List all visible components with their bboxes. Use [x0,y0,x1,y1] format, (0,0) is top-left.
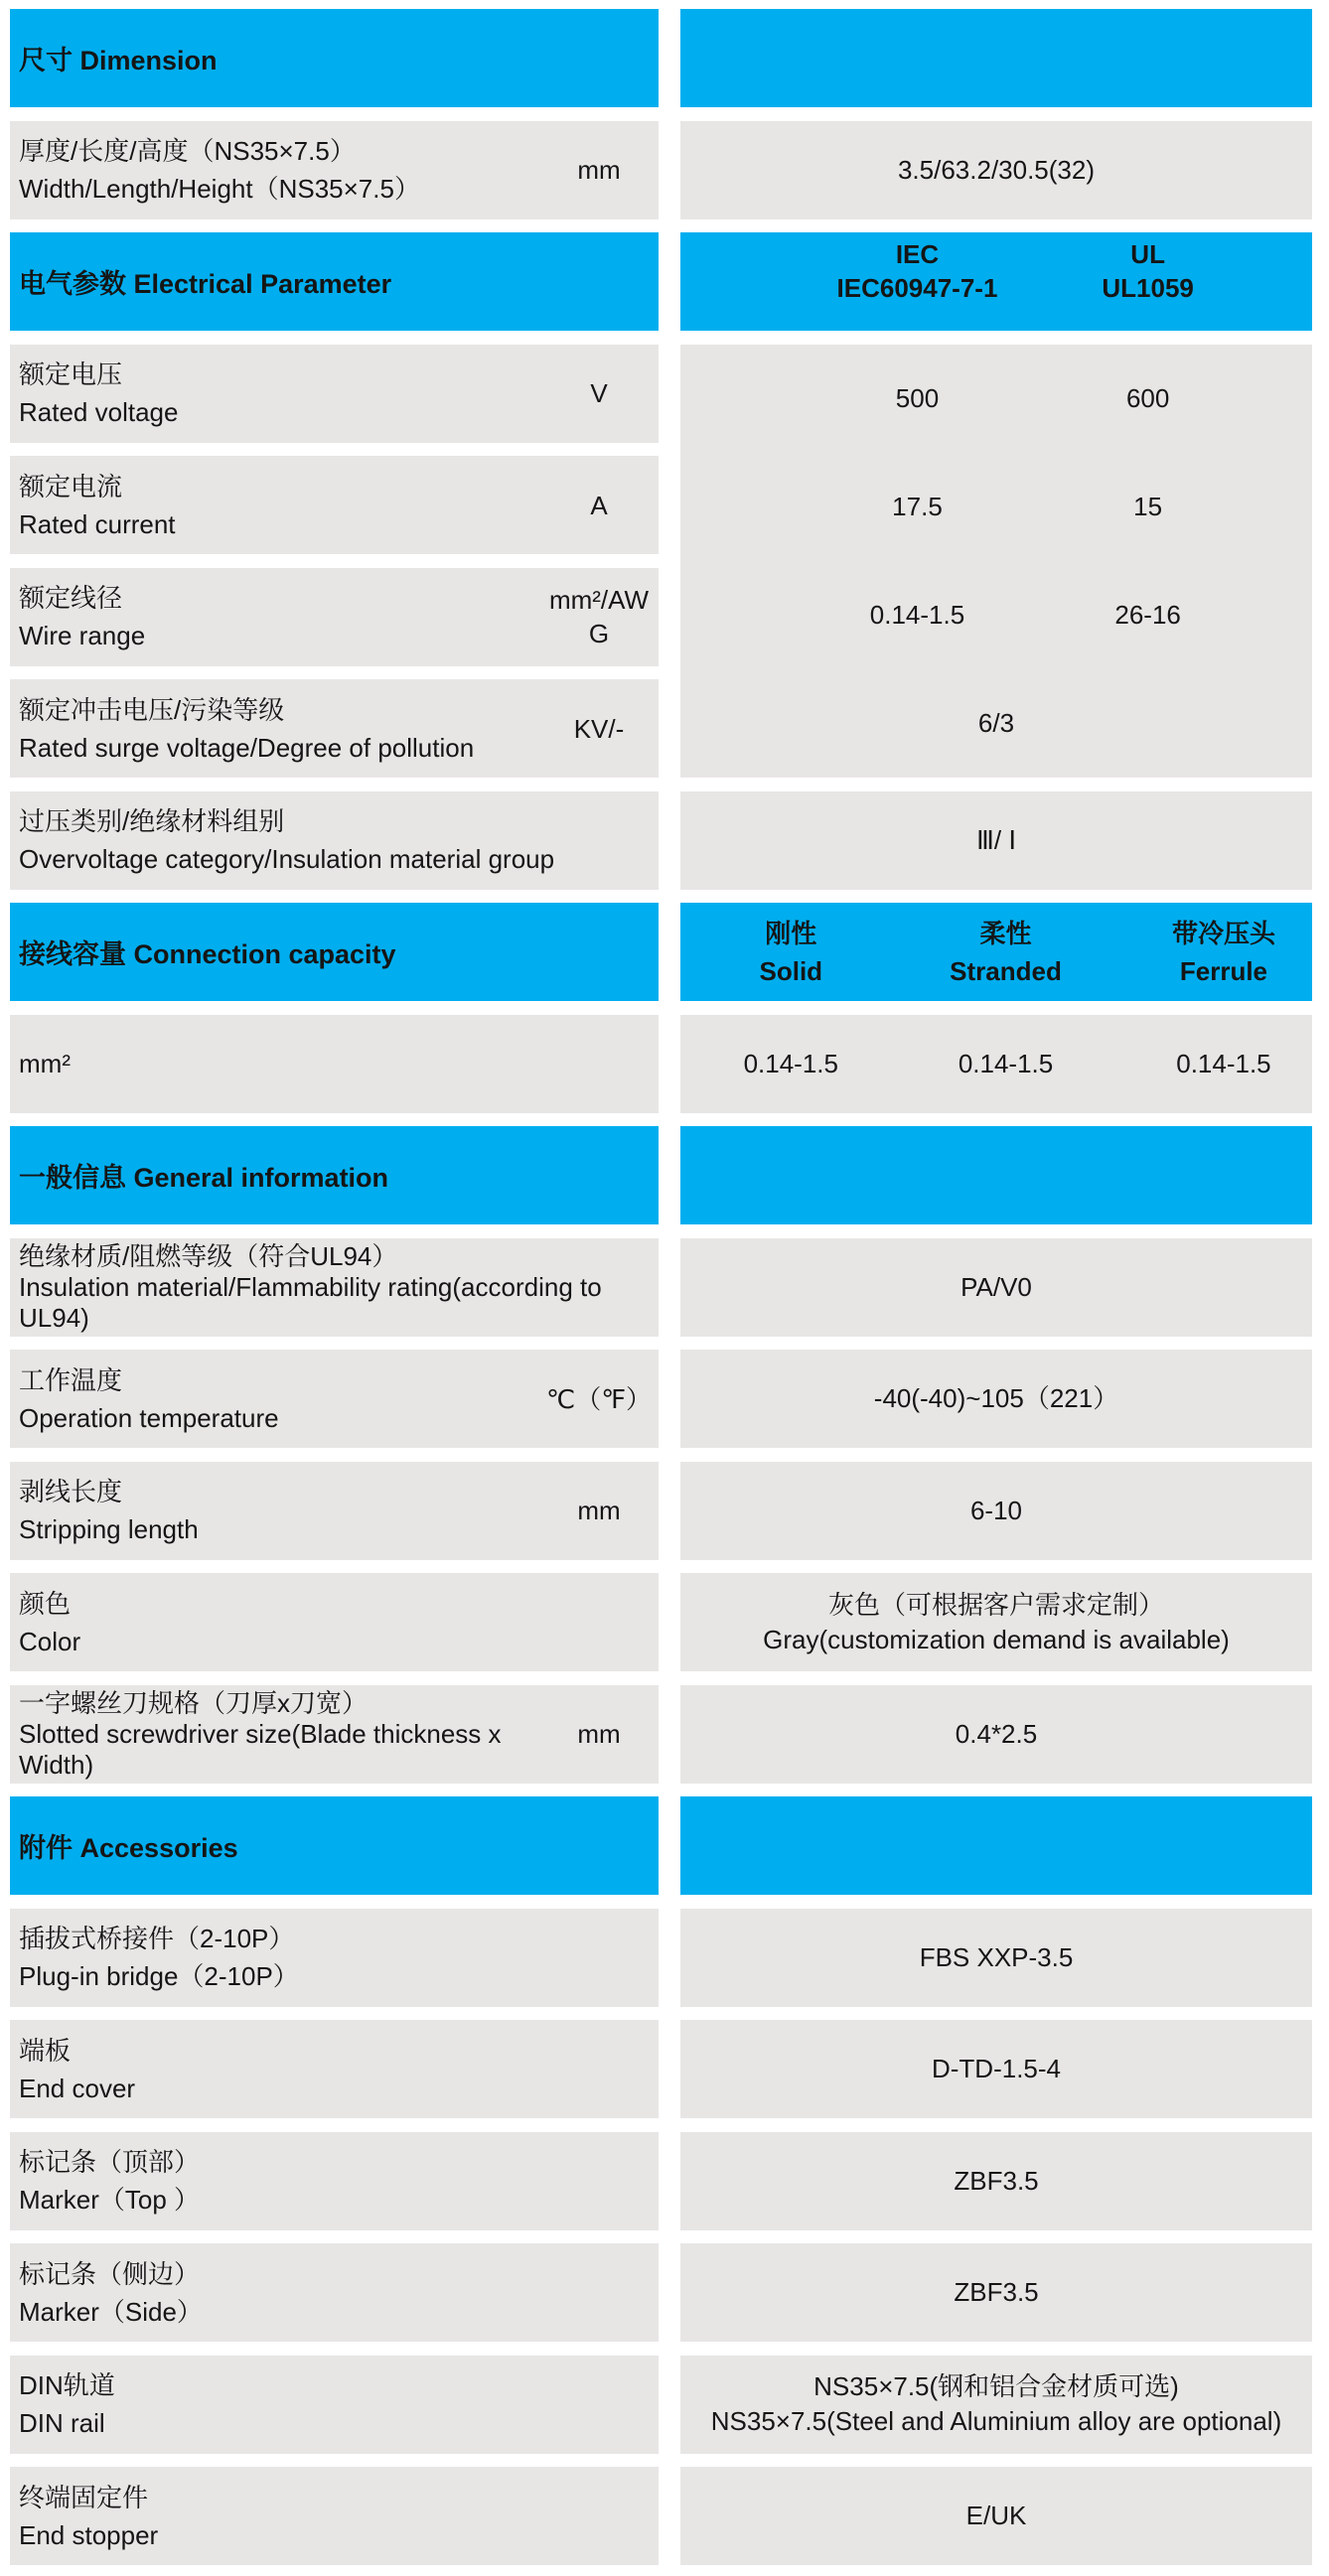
row-end-cover-label-cell [10,2020,659,2118]
row-din-rail-label-en: DIN rail [19,2408,105,2438]
connection-column-stranded [911,903,1101,1001]
row-wire-range-label-zh: 额定线径 [19,583,123,613]
row-marker-top-label [10,2132,659,2230]
row-color-label-en: Color [19,1626,81,1656]
section-header-general [10,1126,659,1224]
row-din-rail-value [680,2356,1312,2454]
row-stripping-value: 6-10 [680,1462,1312,1560]
capacity-value-solid: 0.14-1.5 [743,1048,838,1078]
standard-column-iec [788,232,1047,331]
section-header-general-right [680,1126,1312,1224]
section-title-accessories: 附件 Accessories [19,1833,238,1863]
row-din-rail-value-zh: NS35×7.5(钢和铝合金材质可选) [813,2371,1179,2401]
row-temperature-label-cell [10,1350,659,1448]
row-insulation-label [10,1238,659,1337]
row-bridge-label-cell [10,1909,659,2007]
row-wire-range-label [10,568,539,666]
row-end-cover-label-zh: 端板 [19,2035,72,2066]
connection-column-ferrule-en: Ferrule [1179,955,1268,986]
standard-iec-name: IEC [895,238,940,269]
row-capacity-label-mm2: mm² [19,1049,71,1078]
row-insulation-label-zh: 绝缘材质/阻燃等级（符合UL94） [19,1240,398,1271]
row-size-label [10,121,539,219]
row-bridge-label-en: Plug-in bridge（2-10P） [19,1961,299,1991]
row-din-rail-value-en: NS35×7.5(Steel and Aluminium alloy are optional) [710,2406,1282,2436]
row-overvoltage-label-en: Overvoltage category/Insulation material group [19,844,555,874]
row-color-label-cell [10,1573,659,1671]
row-rated-voltage-unit: V [590,378,608,408]
row-surge-label [10,679,539,778]
row-size-label-zh: 厚度/长度/高度（NS35×7.5） [19,136,356,166]
row-surge-unit: KV/- [573,713,625,744]
section-title-electrical: 电气参数 Electrical Parameter [19,269,392,299]
row-surge-label-en: Rated surge voltage/Degree of pollution [19,732,475,763]
section-header-connection [10,903,659,1001]
row-color-value [680,1573,1312,1671]
rated-voltage-values [680,345,1312,453]
capacity-value-ferrule: 0.14-1.5 [1176,1048,1271,1078]
row-screwdriver-unit: mm [577,1719,621,1749]
standard-column-ul [1047,232,1250,331]
section-title-dimension: 尺寸 Dimension [19,46,218,75]
row-stripping-label [10,1462,539,1560]
connection-column-ferrule [1129,903,1319,1001]
row-insulation-value: PA/V0 [680,1238,1312,1337]
row-rated-voltage-label-cell [10,345,659,443]
row-bridge-label-zh: 插拔式桥接件（2-10P） [19,1924,295,1953]
row-screwdriver-label-en: Slotted screwdriver size(Blade thickness x Width) [19,1718,502,1780]
row-insulation-label-cell [10,1238,659,1337]
row-stripping-label-cell [10,1462,659,1560]
section-header-connection-columns [680,903,1312,1001]
row-insulation-label-en: Insulation material/Flammability rating(according to UL94) [19,1271,602,1333]
row-color-value-zh: 灰色（可根据客户需求定制） [827,1589,1164,1620]
row-end-cover-label-en: End cover [19,2073,136,2103]
standard-ul-name: UL [1130,238,1165,269]
row-din-rail-label-zh: DIN轨道 [19,2370,115,2400]
row-temperature-unit: ℃（℉） [546,1383,652,1414]
row-marker-top-label-zh: 标记条（顶部） [19,2147,201,2177]
rated-current-iec: 17.5 [892,491,943,521]
row-marker-side-label-en: Marker（Side） [19,2296,203,2327]
row-screwdriver-label [10,1685,539,1784]
connection-column-solid [696,903,886,1001]
row-rated-current-label-en: Rated current [19,508,176,539]
row-rated-current-label-zh: 额定电流 [19,471,123,501]
connection-column-solid-zh: 刚性 [765,918,817,948]
row-size-unit: mm [577,155,621,185]
row-temperature-label [10,1350,539,1448]
row-screwdriver-label-cell [10,1685,659,1784]
row-size-label-cell [10,121,659,219]
row-rated-voltage-label [10,345,539,443]
wire-range-values [680,561,1312,669]
row-wire-range-unit: mm²/AWG [548,585,650,648]
row-marker-top-label-cell [10,2132,659,2230]
row-wire-range-label-en: Wire range [19,621,146,650]
section-header-dimension-right [680,9,1312,107]
row-end-stopper-label-en: End stopper [19,2519,159,2550]
row-stripping-label-en: Stripping length [19,1514,199,1544]
row-overvoltage-label-zh: 过压类别/绝缘材料组别 [19,806,285,836]
row-temperature-label-en: Operation temperature [19,1402,279,1433]
row-surge-label-cell [10,679,659,778]
rated-current-ul: 15 [1133,491,1163,521]
row-rated-current-label-cell [10,456,659,554]
row-end-cover-label [10,2020,659,2118]
wire-range-ul: 26-16 [1114,599,1181,630]
row-end-stopper-label [10,2467,659,2565]
connection-column-ferrule-zh: 带冷压头 [1171,918,1275,948]
section-header-dimension [10,9,659,107]
connection-column-stranded-en: Stranded [950,955,1062,986]
row-temperature-label-zh: 工作温度 [19,1364,123,1395]
row-wire-range-label-cell [10,568,659,666]
row-din-rail-label-cell [10,2356,659,2454]
spec-table [10,9,1312,2565]
row-end-stopper-label-cell [10,2467,659,2565]
capacity-value-stranded: 0.14-1.5 [958,1048,1054,1078]
row-end-stopper-value: E/UK [680,2467,1312,2565]
row-capacity-label [10,1015,659,1113]
row-marker-side-label-zh: 标记条（侧边） [19,2258,201,2289]
section-title-connection: 接线容量 Connection capacity [19,939,396,969]
electrical-values-block [680,345,1312,779]
section-title-general: 一般信息 General information [19,1163,389,1193]
connection-column-stranded-zh: 柔性 [979,918,1032,948]
standard-iec-number: IEC60947-7-1 [836,272,998,303]
row-rated-current-label [10,456,539,554]
row-stripping-label-zh: 剥线长度 [19,1477,123,1506]
rated-voltage-ul: 600 [1125,382,1170,413]
row-surge-label-zh: 额定冲击电压/污染等级 [19,694,285,725]
section-header-accessories-right [680,1796,1312,1895]
row-temperature-value: -40(-40)~105（221） [680,1350,1312,1448]
row-bridge-value: FBS XXP-3.5 [680,1909,1312,2007]
standard-ul-number: UL1059 [1102,272,1194,303]
rated-current-values [680,453,1312,561]
row-capacity-values [680,1015,1312,1113]
row-color-value-en: Gray(customization demand is available) [763,1624,1230,1654]
row-size-value: 3.5/63.2/30.5(32) [680,121,1312,219]
row-end-cover-value: D-TD-1.5-4 [680,2020,1312,2118]
wire-range-iec: 0.14-1.5 [869,599,965,630]
row-screwdriver-value: 0.4*2.5 [680,1685,1312,1784]
row-din-rail-label [10,2356,659,2454]
row-rated-current-unit: A [590,490,608,520]
row-rated-voltage-label-en: Rated voltage [19,397,179,427]
row-color-label [10,1573,659,1671]
row-marker-side-label [10,2243,659,2342]
row-overvoltage-label [10,791,659,890]
row-end-stopper-label-zh: 终端固定件 [19,2482,149,2512]
row-capacity-label-cell [10,1015,659,1113]
row-marker-side-value: ZBF3.5 [680,2243,1312,2342]
row-bridge-label [10,1909,659,2007]
section-header-electrical [10,232,659,331]
row-stripping-unit: mm [577,1496,621,1525]
connection-column-solid-en: Solid [759,955,823,986]
rated-voltage-iec: 500 [895,382,940,413]
row-size-label-en: Width/Length/Height（NS35×7.5） [19,174,420,204]
section-header-accessories [10,1796,659,1895]
row-overvoltage-value: Ⅲ/ Ⅰ [680,791,1312,890]
row-color-label-zh: 颜色 [19,1588,72,1619]
row-overvoltage-label-cell [10,791,659,890]
surge-value: 6/3 [977,707,1015,738]
section-header-electrical-standards [680,232,1312,331]
row-screwdriver-label-zh: 一字螺丝刀规格（刀厚x刀宽） [19,1687,369,1718]
row-marker-top-label-en: Marker（Top ） [19,2185,201,2215]
row-rated-voltage-label-zh: 额定电压 [19,359,123,389]
row-marker-side-label-cell [10,2243,659,2342]
row-marker-top-value: ZBF3.5 [680,2132,1312,2230]
